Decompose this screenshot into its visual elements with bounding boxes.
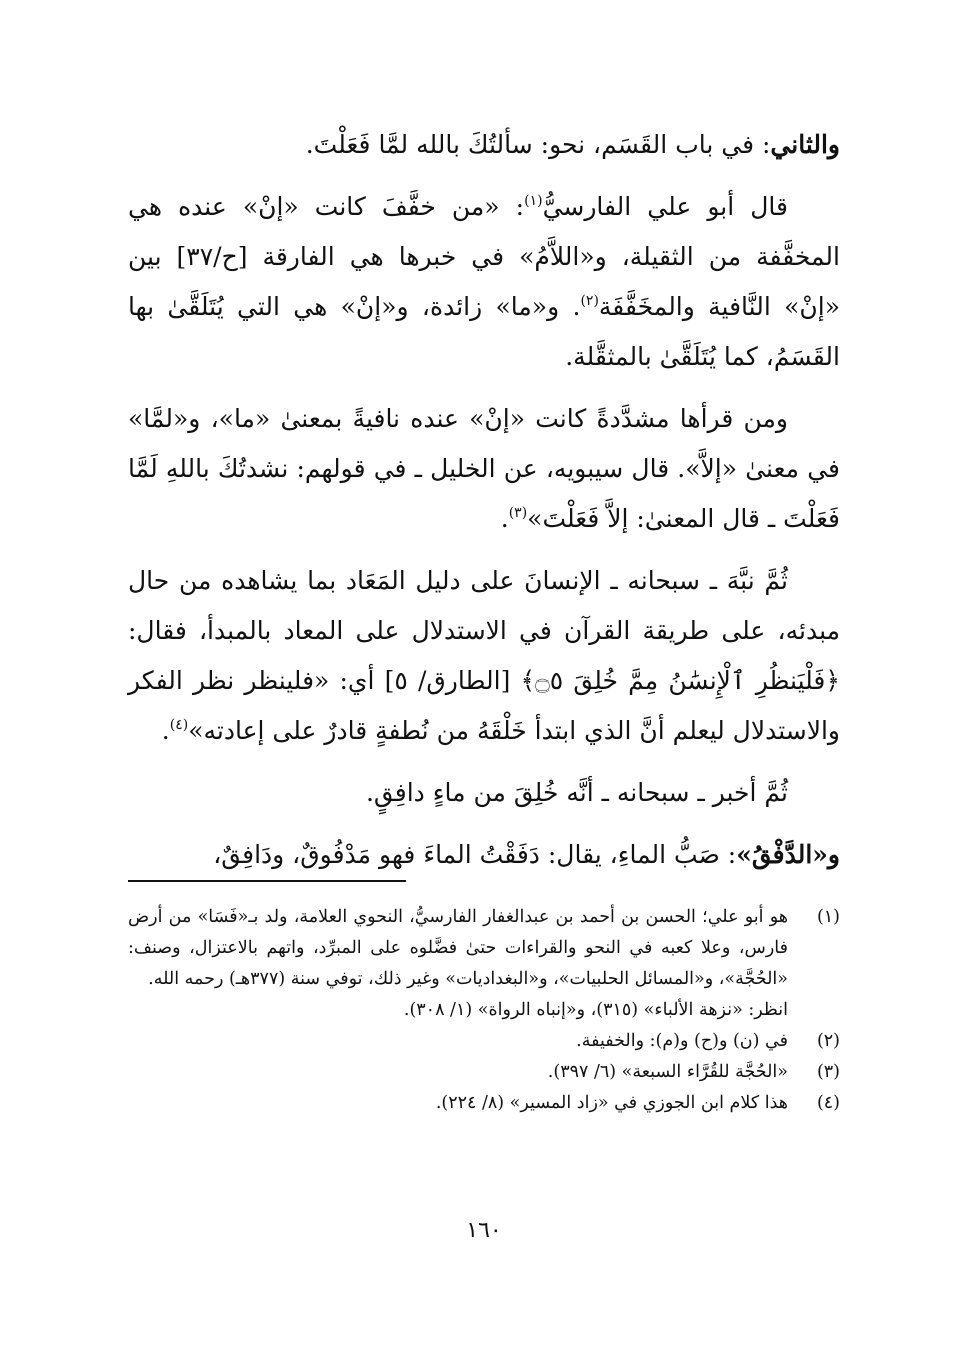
paragraph-text: . [500, 504, 509, 533]
footnote-ref-2[interactable]: (٢) [580, 293, 599, 309]
footnote-separator [128, 880, 406, 882]
footnote-4 [128, 1088, 840, 1119]
paragraph-5 [128, 768, 840, 818]
footnote-1 [128, 902, 840, 995]
page-number: ١٦٠ [466, 1218, 502, 1243]
book-page [128, 120, 840, 1243]
paragraph-text: ثُمَّ نبَّهَ ـ سبحانه ـ الإنسانَ على دليل المَعَاد بما يشاهده من حال مبدئه، على طريقة القرآن في الاستدلال على المعاد بالمبدأ، فقال: ﴿فَلْيَنظُرِ ٱلْإِنسَٰنُ مِمَّ خُلِقَ ۝٥﴾ [الطارق/ ٥] أي: «فلينظر نظر الفكر والاستدلال ليعلم أنَّ الذي ابتدأ خَلْقَهُ من نُطفةٍ قادرٌ على إعادته» [128, 566, 840, 745]
footnote-1-sources: انظر: «نزهة الألباء» (٣١٥)، و«إنباه الرواة» (١/ ٣٠٨). [403, 1000, 788, 1020]
paragraph-4 [128, 556, 840, 756]
paragraph-text: ومن قرأها مشدَّدةً كانت «إنْ» عنده نافيةً بمعنىٰ «ما»، و«لمَّا» في معنىٰ «إلاَّ». قال سيبويه، عن الخليل ـ في قولهم: نشدتُكَ باللهِ لَمَّا فَعَلْتَ ـ قال المعنىٰ: إلاَّ فَعَلْتَ» [128, 404, 840, 533]
footnote-text: «الحُجَّة للقُرَّاء السبعة» (٦/ ٣٩٧). [547, 1062, 788, 1082]
paragraph-text: : صَبُّ الماءِ، يقال: دَفَقْتُ الماءَ فهو مَدْفُوقٌ، ودَافِقٌ، [213, 840, 737, 869]
paragraph-1 [128, 120, 840, 170]
paragraph-text: . [161, 716, 170, 745]
paragraph-text: : في باب القَسَم، نحو: سألتُكَ بالله لمَّا فَعَلْتَ. [305, 130, 771, 159]
footnote-3 [128, 1057, 840, 1088]
footnote-text: في (ن) و(ح) و(م): والخفيفة. [576, 1031, 788, 1051]
footnote-number: (٣) [816, 1062, 840, 1082]
footnote-ref-3[interactable]: (٣) [508, 505, 528, 521]
main-text [128, 120, 840, 880]
paragraph-text: ثُمَّ أخبر ـ سبحانه ـ أنَّه خُلِقَ من ماءٍ دافِقٍ. [365, 778, 788, 807]
paragraph-lead-term: و«الدَّفْقُ» [736, 840, 840, 869]
paragraph-3 [128, 394, 840, 544]
paragraph-text: . و«ما» زائدة، و«إنْ» هي التي يُتَلَقَّىٰ بها القَسَمُ، كما يُتَلَقَّىٰ بالمثقَّلة. [128, 292, 840, 371]
footnote-2 [128, 1026, 840, 1057]
paragraph-text: قال أبو علي الفارسيُّ [542, 192, 788, 221]
footnote-text: هو أبو علي؛ الحسن بن أحمد بن عبدالغفار الفارسيُّ، النحوي العلامة، ولد بـ«فَسَا» من أرض فارس، وعلا كعبه في النحو والقراءات حتىٰ فضَّلوه على المبرِّد، واتهم بالاعتزال، وصنف: «الحُجَّة»، و«المسائل الحلبيات»، و«البغداديات» وغير ذلك، توفي سنة (٣٧٧هـ) رحمه الله. [128, 907, 788, 989]
paragraph-text: : «من خفَّفَ كانت «إنْ» عنده هي المخفَّفة من الثقيلة، و«اللاَّمُ» في خبرها هي الفارقة [ح/٣٧] بين «إنْ» النَّافية والمخَفَّفَة [128, 192, 840, 321]
footnotes [128, 902, 840, 1119]
footnote-text: هذا كلام ابن الجوزي في «زاد المسير» (٨/ ٢٢٤). [435, 1093, 788, 1113]
paragraph-2 [128, 182, 840, 382]
footnote-ref-4[interactable]: (٤) [169, 717, 189, 733]
footnote-number: (٢) [816, 1031, 840, 1051]
paragraph-lead-term: والثاني [770, 130, 840, 159]
paragraph-6 [128, 830, 840, 880]
footnote-number: (٤) [816, 1093, 840, 1113]
footnote-number: (١) [816, 907, 840, 927]
footnote-ref-1[interactable]: (١) [524, 193, 543, 209]
